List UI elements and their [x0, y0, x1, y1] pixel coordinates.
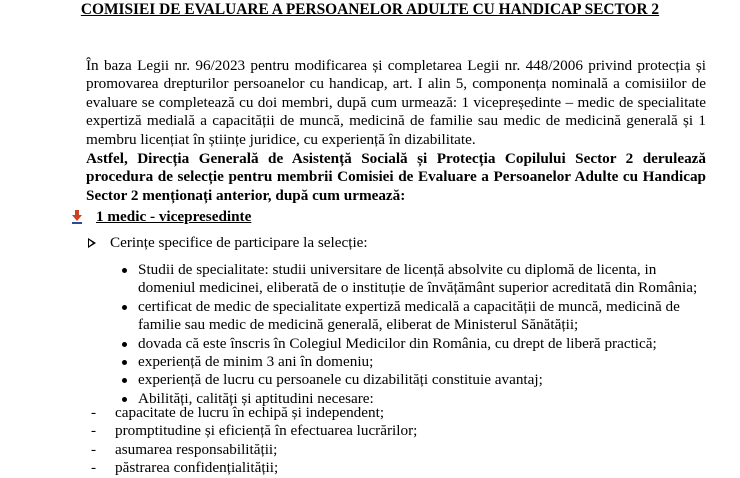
bullet-dot-icon: [122, 342, 127, 347]
document-heading: COMISIEI DE EVALUARE A PERSOANELOR ADULTE CU HANDICAP SECTOR 2: [80, 1, 660, 18]
bullet-dot-icon: [122, 360, 127, 365]
dash-bullet: -: [91, 440, 97, 458]
bullet-dot-icon: [122, 305, 127, 310]
dash-bullet: -: [91, 459, 97, 477]
arrowhead-icon: [88, 238, 96, 248]
download-arrow-icon: [72, 210, 82, 224]
list-item: experiență de minim 3 ani în domeniu;: [0, 353, 706, 371]
section-title-label: 1 medic - vicepresedinte: [96, 208, 252, 225]
list-item: - promptitudine și eficiență în efectuarea lucrărilor;: [91, 422, 418, 440]
list-item: Studii de specialitate: studii universitare de licență absolvite cu diplomă de licenta, in domeniul medicinei, eliberată de o instituție de învățământ superior acreditată din România;: [0, 261, 706, 298]
abilities-list: [0, 404, 715, 478]
list-item: Abilități, calități și aptitudini necesare:: [0, 390, 706, 408]
bullet-dot-icon: [122, 378, 127, 383]
list-item: - asumarea responsabilității;: [91, 440, 278, 458]
list-item: - capacitate de lucru în echipă și independent;: [91, 404, 385, 421]
bullet-dot-icon: [122, 268, 127, 273]
list-item: - păstrarea confidențialității;: [91, 459, 279, 477]
requirements-list: [0, 261, 706, 408]
procedure-paragraph: Astfel, Direcția Generală de Asistență Socială și Protecția Copilului Sector 2 derulează procedura de selecție pentru membrii Comisiei de Evaluare a Persoanelor Adulte cu Handicap Sector 2 menționați anterior, după cum urmează:: [86, 150, 706, 204]
dash-bullet: -: [91, 404, 97, 421]
intro-paragraph: În baza Legii nr. 96/2023 pentru modificarea și completarea Legii nr. 448/2006 privind protecția și promovarea drepturilor persoanelor cu handicap, art. I alin 5, componența nominală a comisiilor de evaluare se completează cu doi membri, după cum urmează: 1 vicepreședinte – medic de specialitate expertiză medială a capacității de muncă, medicină de familie sau medic de medicină generală și 1 membru licențiat în științe juridice, cu experiență în dizabilitate.: [86, 57, 706, 148]
bullet-dot-icon: [122, 397, 127, 402]
dash-bullet: -: [91, 422, 97, 440]
requirements-heading-label: Cerințe specifice de participare la selecție:: [110, 234, 368, 251]
requirements-heading: [88, 234, 368, 252]
list-item: certificat de medic de specialitate expertiză medicală a capacității de muncă, medicină de familie sau medic de medicină generală, eliberat de Ministerul Sănătății;: [0, 298, 706, 335]
section-title: [72, 208, 251, 226]
list-item: dovada că este înscris în Colegiul Medicilor din România, cu drept de liberă practică;: [0, 335, 706, 353]
list-item: experiență de lucru cu persoanele cu dizabilități constituie avantaj;: [0, 371, 706, 389]
